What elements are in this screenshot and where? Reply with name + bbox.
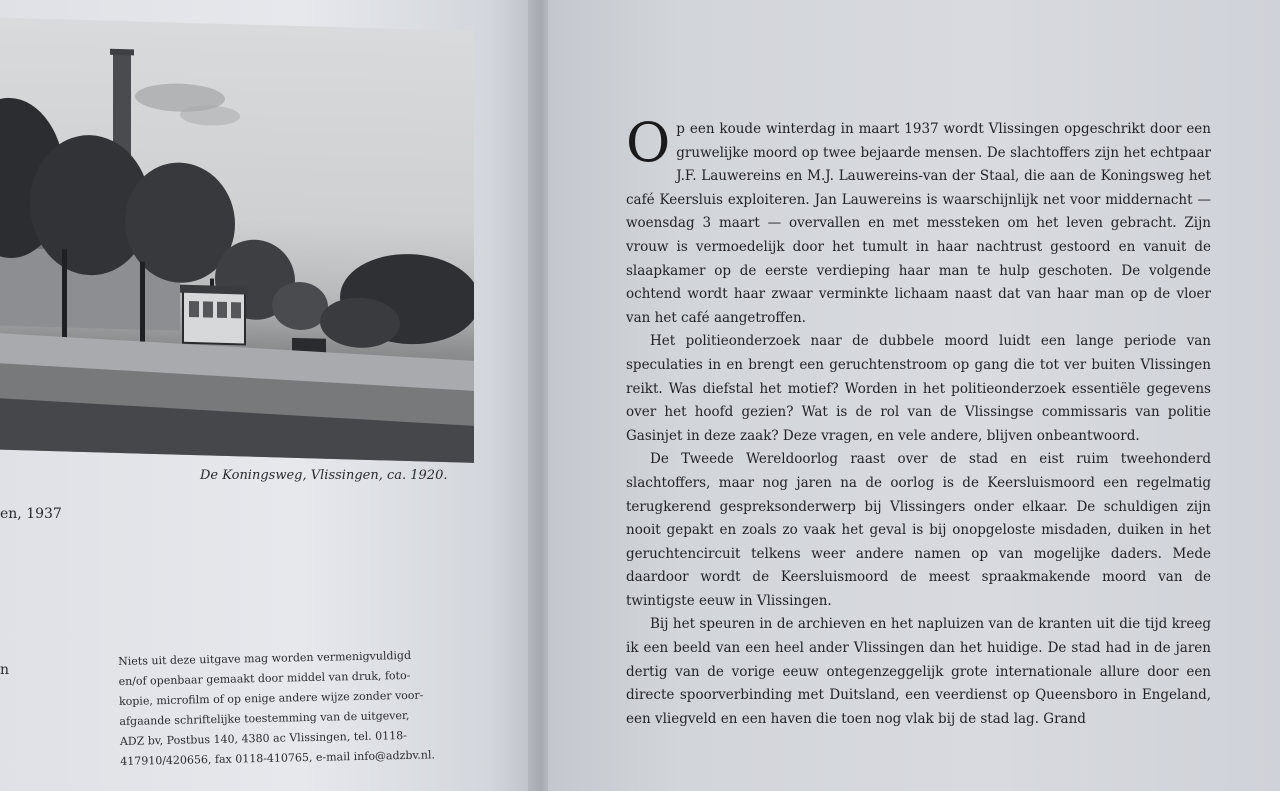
paragraph-3: De Tweede Wereldoorlog raast over de stad en eist ruim tweehonderd slachtoffers, maar nog jaren na de oorlog is de Keersluismoord een regelmatig terugkerend gespreksonderwerp bij Vlissingers onder elkaar. De schuldigen zijn nooit gepakt en zoals zo vaak het geval is bij onopgeloste misdaden, duiken in het geruchtencircuit telkens weer andere namen op van mogelijke daders. Mede daardoor wordt de Keersluismoord de meest spraakmakende moord van de twintigste eeuw in Vlissingen. [626, 451, 1211, 609]
copyright-line: afgaande schriftelijke toestemming van de uitgever, [119, 708, 410, 728]
copyright-notice [118, 645, 465, 772]
copyright-line: 417910/420656, fax 0118-410765, e-mail info@adzbv.nl. [120, 748, 436, 768]
copyright-line: ADZ bv, Postbus 140, 4380 ac Vlissingen, tel. 0118- [119, 728, 408, 748]
copyright-line: Niets uit deze uitgave mag worden vermenigvuldigd [118, 648, 412, 668]
historic-street-photo [0, 17, 474, 463]
cut-off-text-fragment: en, 1937 [0, 506, 62, 522]
body-text [626, 111, 1211, 731]
cut-off-text-fragment: n [0, 662, 10, 678]
right-page [548, 0, 1280, 791]
paragraph-2: Het politieonderzoek naar de dubbele moord luidt een lange periode van speculaties in en brengt een geruchtenstroom op gang die tot ver buiten Vlissingen reikt. Was diefstal het motief? Worden in het politieonderzoek essentiële gegevens over het hoofd gezien? Wat is de rol van de Vlissingse commissaris van politie Gasinjet in deze zaak? Deze vragen, en vele andere, blijven onbeantwoord. [626, 333, 1211, 444]
photo-caption: De Koningsweg, Vlissingen, ca. 1920. [200, 468, 448, 483]
paragraph-1: Op een koude winterdag in maart 1937 wordt Vlissingen opgeschrikt door een gruwelijke moord op twee bejaarde mensen. De slachtoffers zijn het echtpaar J.F. Lauwereins en M.J. Lauwereins-van der Staal, die aan de Koningsweg het café Keersluis exploiteren. Jan Lauwereins is waarschijnlijk net voor middernacht — woensdag 3 maart — overvallen en met messteken om het leven gebracht. Zijn vrouw is vermoedelijk door het tumult in haar nachtrust gestoord en vanuit de slaapkamer op de eerste verdieping haar man te hulp geschoten. De volgende ochtend wordt haar zwaar verminkte lichaam naast dat van haar man op de vloer van het café aangetroffen. [626, 111, 1211, 326]
left-page [0, 0, 545, 791]
drop-cap: O [626, 111, 671, 174]
copyright-line: en/of openbaar gemaakt door middel van druk, foto- [118, 668, 411, 688]
tree [272, 281, 328, 331]
street-scene-illustration [0, 17, 474, 463]
paragraph-4: Bij het speuren in de archieven en het napluizen van de kranten uit die tijd kreeg ik een beeld van een heel ander Vlissingen dan het huidige. De stad had in de jaren dertig van de vorige eeuw ontegenzeggelijk grote internationale allure door een directe spoorverbinding met Duitsland, een veerdienst op Queensboro in Engeland, een vliegveld en een haven die toen nog vlak bij de stad lag. Grand [626, 616, 1211, 727]
copyright-line: kopie, microfilm of op enige andere wijze zonder voor- [118, 688, 424, 708]
